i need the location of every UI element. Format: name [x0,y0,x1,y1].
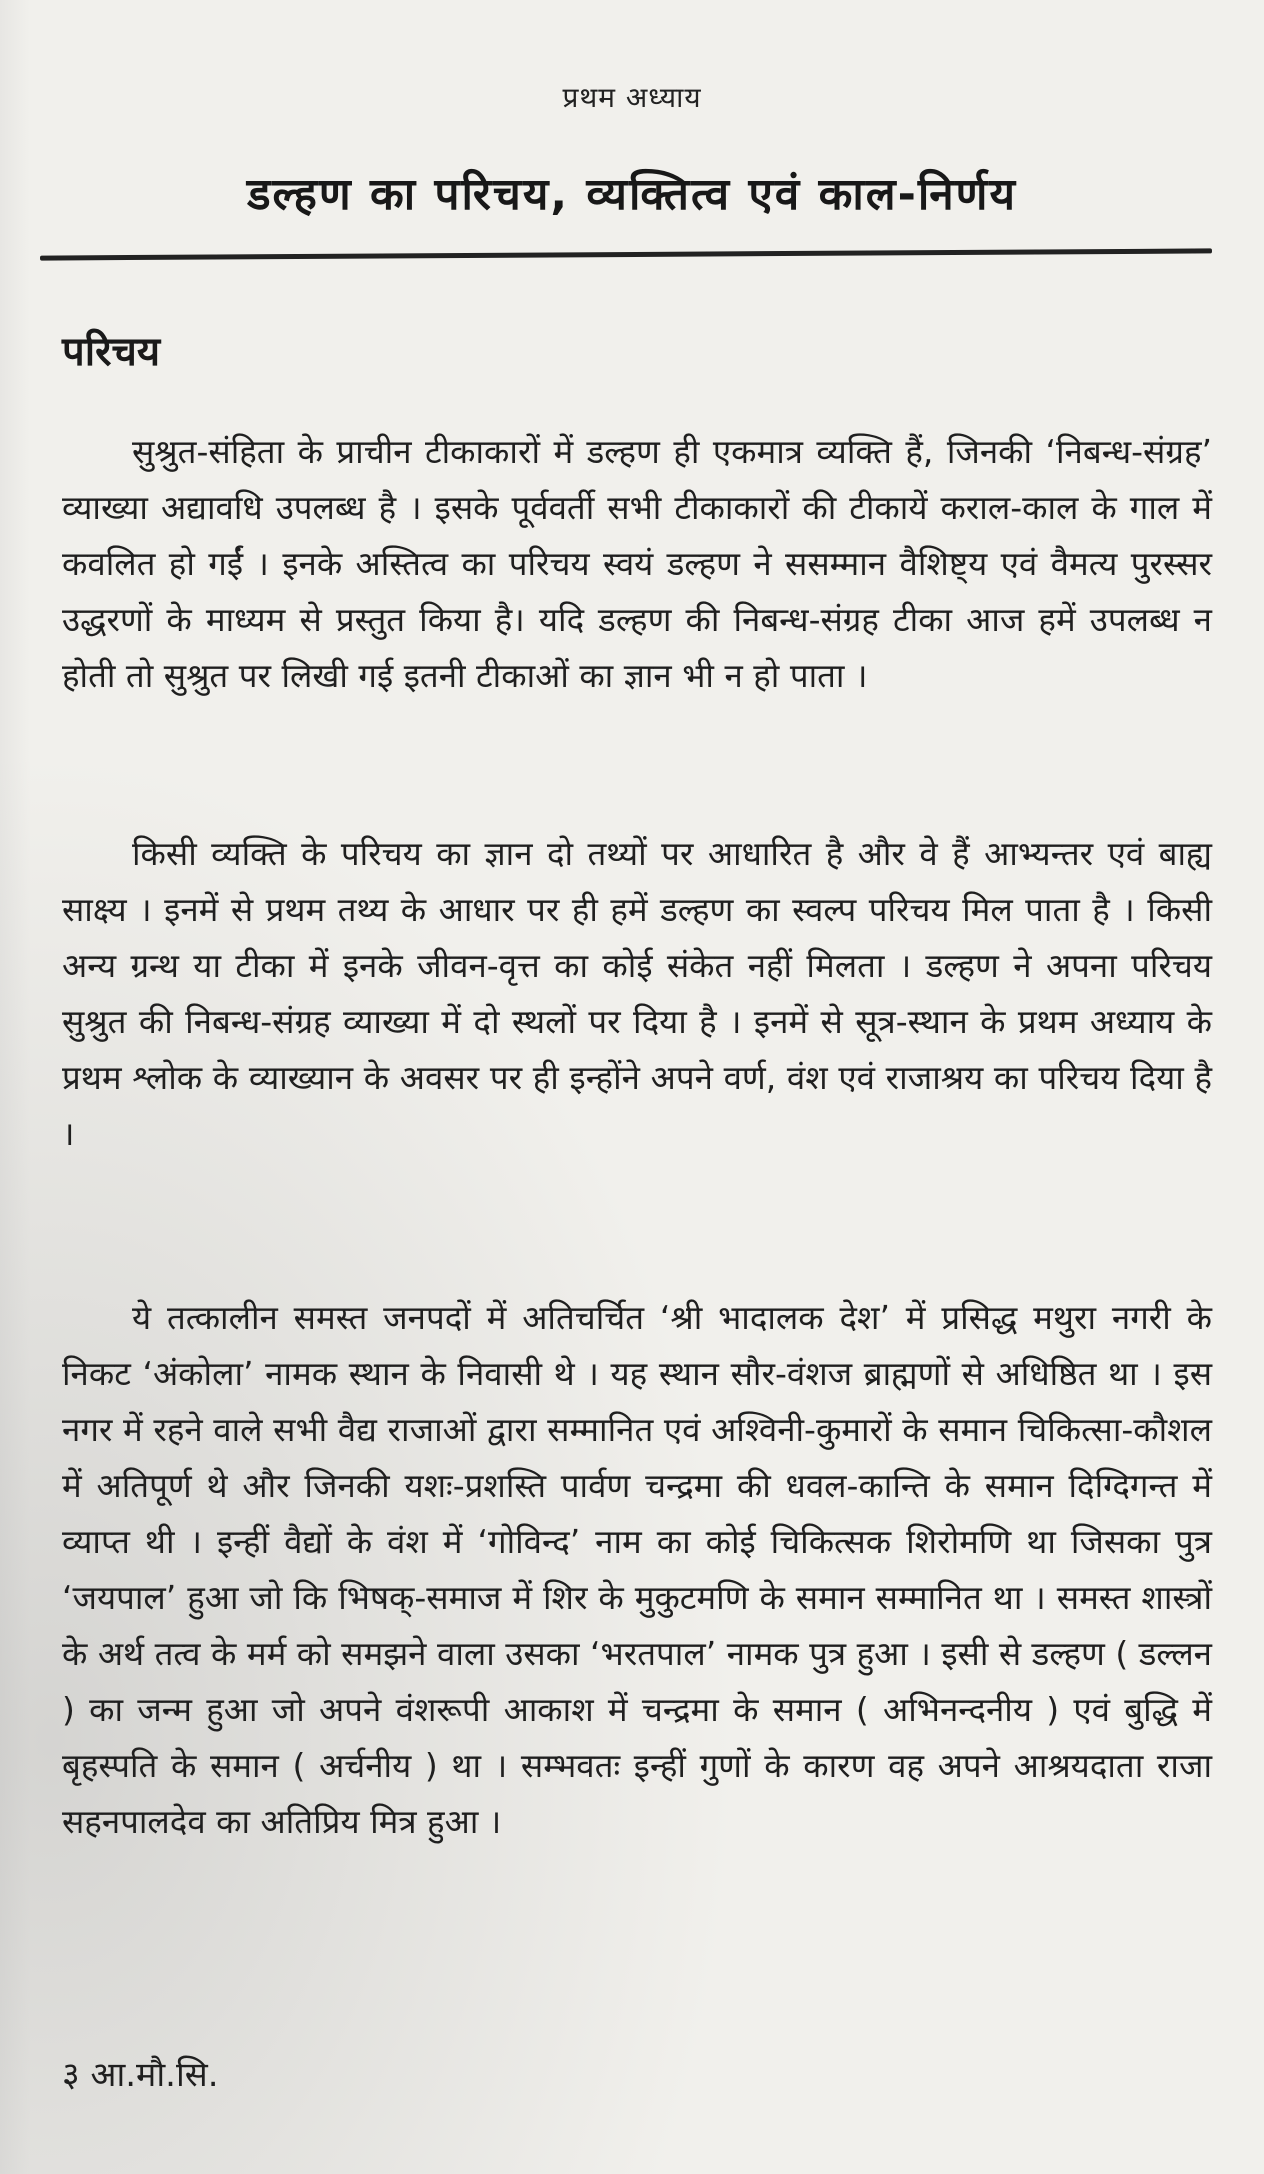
chapter-title: डल्हण का परिचय, व्यक्तित्व एवं काल-निर्णय [247,169,1017,220]
paragraph-1: सुश्रुत-संहिता के प्राचीन टीकाकारों में डल्हण ही एकमात्र व्यक्ति हैं, जिनकी ‘निबन्ध-संग्रह’ व्याख्या अद्यावधि उपलब्ध है । इसके पूर्ववर्ती सभी टीकाकारों की टीकायें कराल-काल के गाल में कवलित हो गईं । इनके अस्तित्व का परिचय स्वयं डल्हण ने ससम्मान वैशिष्ट्य एवं वैमत्य पुरस्सर उद्धरणों के माध्यम से प्रस्तुत किया है। यदि डल्हण की निबन्ध-संग्रह टीका आज हमें उपलब्ध न होती तो सुश्रुत पर लिखी गई इतनी टीकाओं का ज्ञान भी न हो पाता । [62,432,1212,695]
paragraph-3: ये तत्कालीन समस्त जनपदों में अतिचर्चित ‘श्री भादालक देश’ में प्रसिद्ध मथुरा नगरी के निकट ‘अंकोला’ नामक स्थान के निवासी थे । यह स्थान सौर-वंशज ब्राह्मणों से अधिष्ठित था । इस नगर में रहने वाले सभी वैद्य राजाओं द्वारा सम्मानित एवं अश्विनी-कुमारों के समान चिकित्सा-कौशल में अतिपूर्ण थे और जिनकी यशः-प्रशस्ति पार्वण चन्द्रमा की धवल-कान्ति के समान दिग्दिगन्त में व्याप्त थी । इन्हीं वैद्यों के वंश में ‘गोविन्द’ नाम का कोई चिकित्सक शिरोमणि था जिसका पुत्र ‘जयपाल’ हुआ जो कि भिषक्-समाज में शिर के मुकुटमणि के समान सम्मानित था । समस्त शास्त्रों के अर्थ तत्व के मर्म को समझने वाला उसका ‘भरतपाल’ नामक पुत्र हुआ । इसी से डल्हण ( डल्लन ) का जन्म हुआ जो अपने वंशरूपी आकाश में चन्द्रमा के समान ( अभिनन्दनीय ) एवं बुद्धि में बृहस्पति के समान ( अर्चनीय ) था । सम्भवतः इन्हीं गुणों के कारण वह अपने आश्रयदाता राजा सहनपालदेव का अतिप्रिय मित्र हुआ । [62,1298,1213,1841]
paragraph-2: किसी व्यक्ति के परिचय का ज्ञान दो तथ्यों पर आधारित है और वे हैं आभ्यन्तर एवं बाह्य साक्ष्य । इनमें से प्रथम तथ्य के आधार पर ही हमें डल्हण का स्वल्प परिचय मिल पाता है । किसी अन्य ग्रन्थ या टीका में इनके जीवन-वृत्त का कोई संकेत नहीं मिलता । डल्हण ने अपना परिचय सुश्रुत की निबन्ध-संग्रह व्याख्या में दो स्थलों पर दिया है । इनमें से सूत्र-स्थान के प्रथम अध्याय के प्रथम श्लोक के व्याख्यान के अवसर पर ही इन्होंने अपने वर्ण, वंश एवं राजाश्रय का परिचय दिया है । [62,834,1212,1153]
page-signature: ३ आ.मौ.सि. [62,2055,219,2095]
section-heading: परिचय [62,329,161,375]
title-divider [40,248,1212,260]
chapter-label: प्रथम अध्याय [562,81,702,114]
